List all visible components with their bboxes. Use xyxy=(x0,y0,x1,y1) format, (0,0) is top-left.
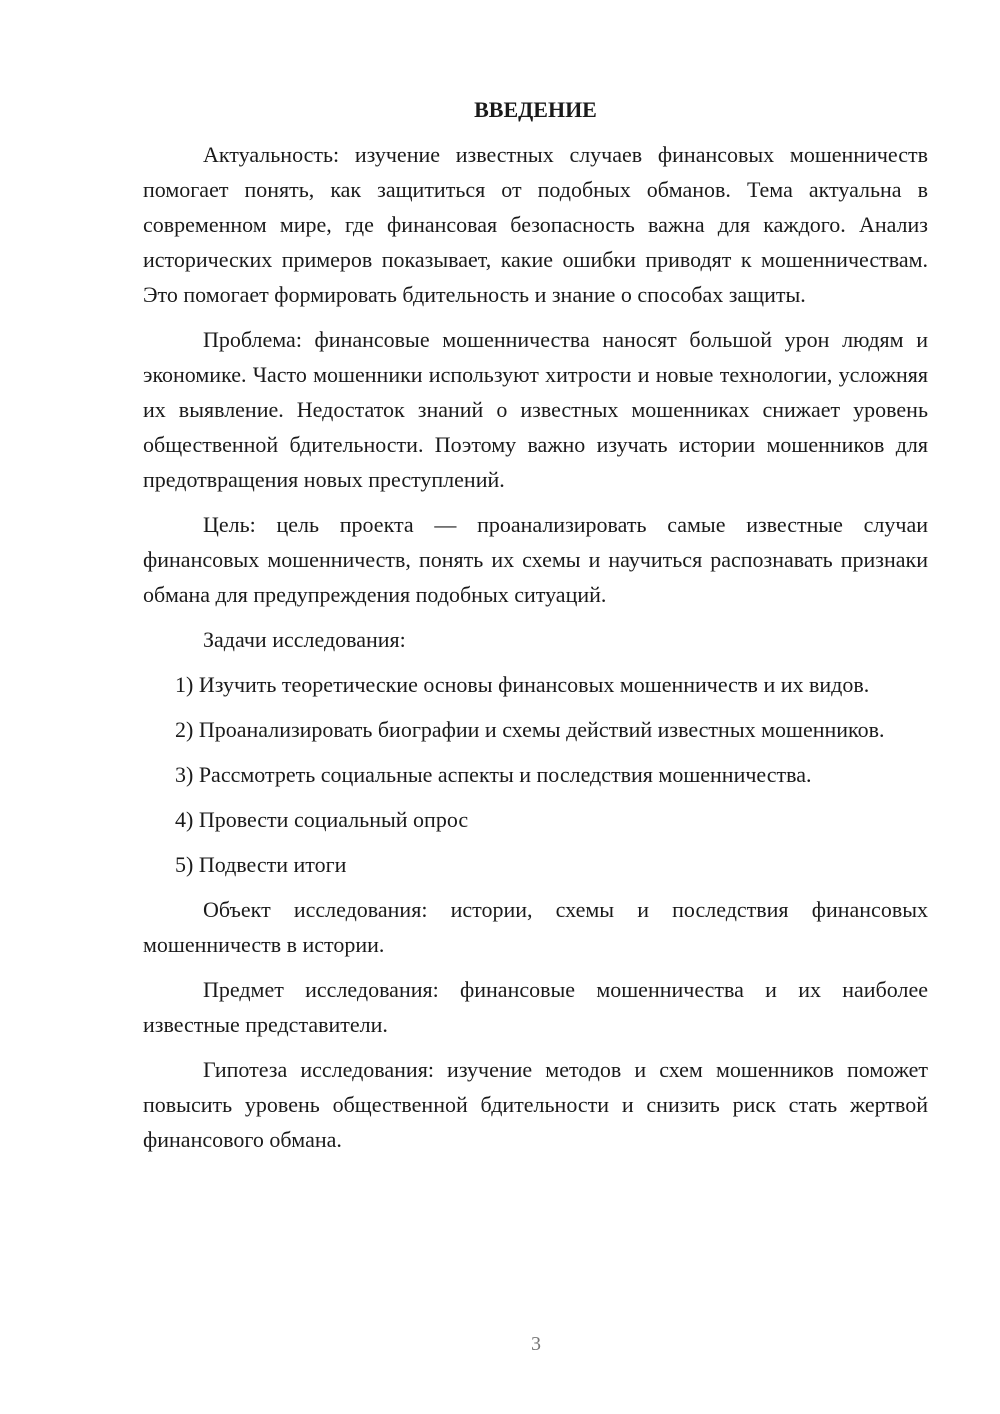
paragraph-problem: Проблема: финансовые мошенничества наносят большой урон людям и экономике. Часто мошенники используют хитрости и новые технологии, усложняя их выявление. Недостаток знаний о известных мошенниках снижает уровень общественной бдительности. Поэтому важно изучать истории мошенников для предотвращения новых преступлений. xyxy=(143,327,928,492)
task-item-1: 1) Изучить теоретические основы финансовых мошенничеств и их видов. xyxy=(175,672,870,697)
paragraph-hypothesis: Гипотеза исследования: изучение методов и схем мошенников поможет повысить уровень общественной бдительности и снизить риск стать жертвой финансового обмана. xyxy=(143,1057,928,1152)
task-item-3: 3) Рассмотреть социальные аспекты и последствия мошенничества. xyxy=(175,762,812,787)
task-item-4: 4) Провести социальный опрос xyxy=(175,807,469,832)
task-item-2: 2) Проанализировать биографии и схемы действий известных мошенников. xyxy=(175,717,885,742)
task-item-5: 5) Подвести итоги xyxy=(175,852,347,877)
paragraph-tasks-heading: Задачи исследования: xyxy=(203,627,406,652)
paragraph-goal: Цель: цель проекта — проанализировать самые известные случаи финансовых мошенничеств, понять их схемы и научиться распознавать признаки обмана для предупреждения подобных ситуаций. xyxy=(143,512,928,607)
page-title: ВВЕДЕНИЕ xyxy=(474,97,597,122)
paragraph-object: Объект исследования: истории, схемы и последствия финансовых мошенничеств в истории. xyxy=(143,897,928,957)
paragraph-subject: Предмет исследования: финансовые мошенничества и их наиболее известные представители. xyxy=(143,977,928,1037)
page-number: 3 xyxy=(531,1333,541,1355)
paragraph-relevance: Актуальность: изучение известных случаев финансовых мошенничеств помогает понять, как защититься от подобных обманов. Тема актуальна в современном мире, где финансовая безопасность важна для каждого. Анализ исторических примеров показывает, какие ошибки приводят к мошенничествам. Это помогает формировать бдительность и знание о способах защиты. xyxy=(143,142,928,307)
page-content xyxy=(143,92,928,1167)
